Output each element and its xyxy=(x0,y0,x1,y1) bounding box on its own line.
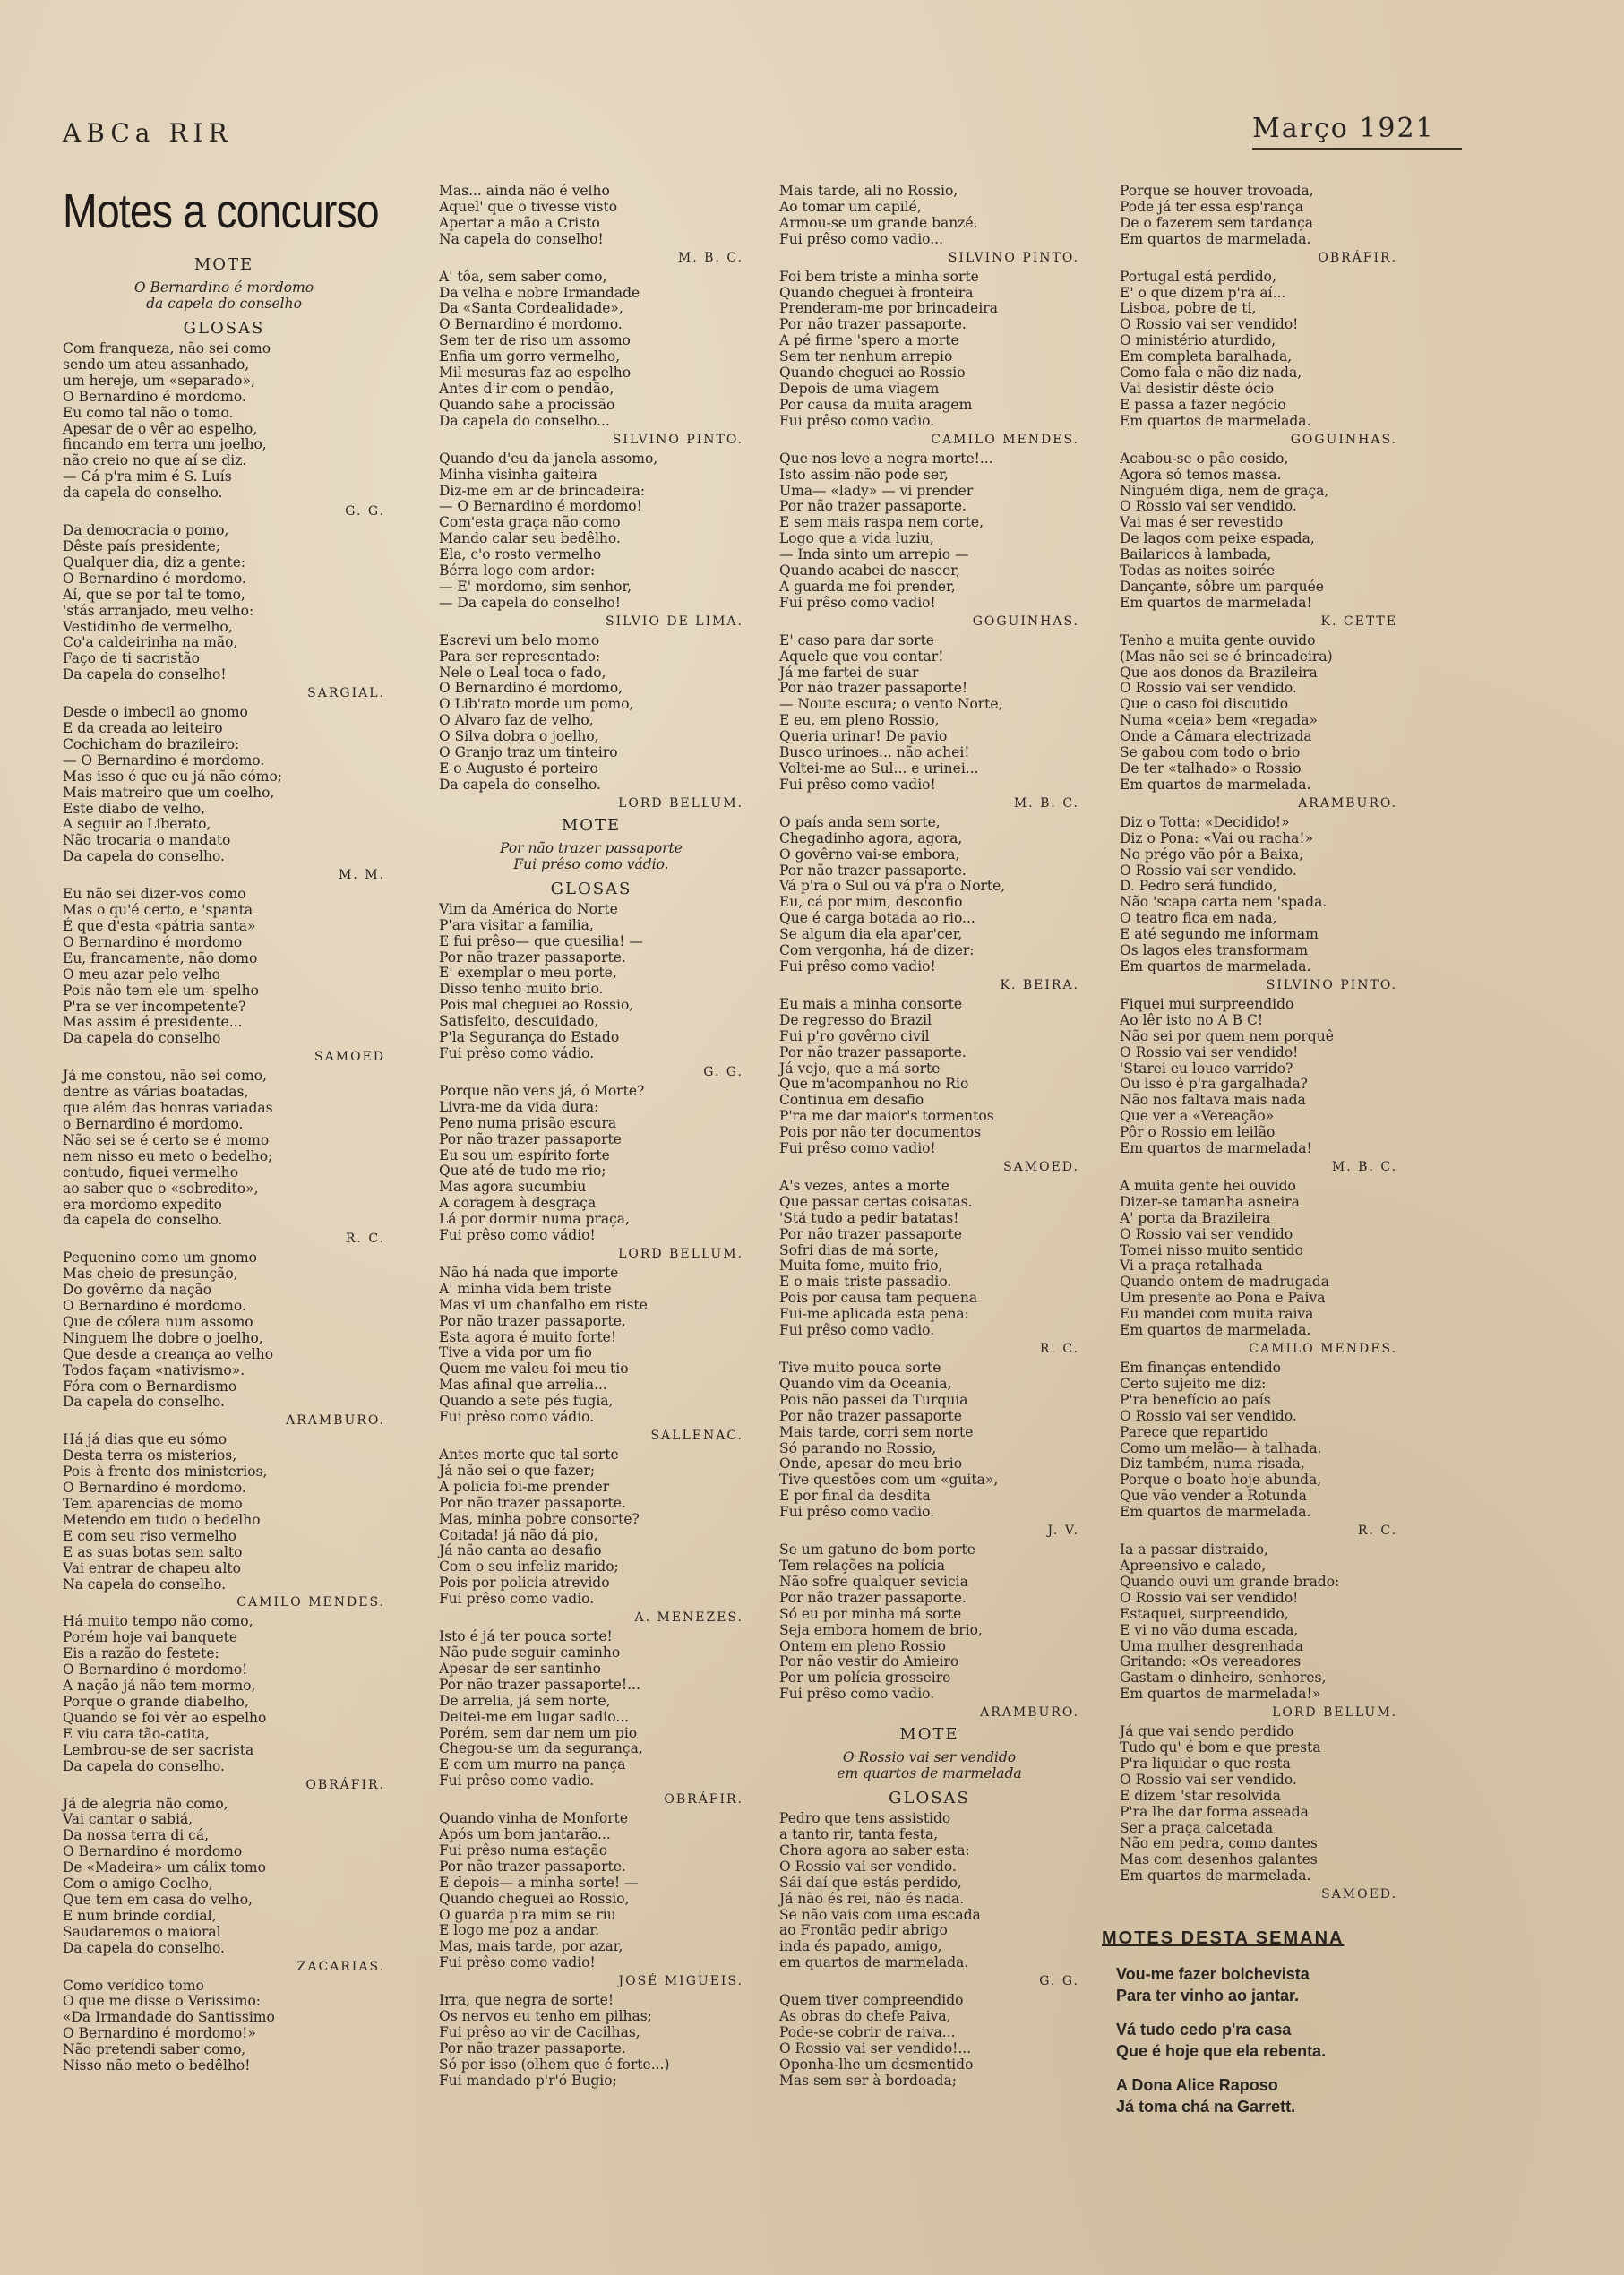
page-title: Motes a concurso xyxy=(63,185,379,238)
glosa-author: LORD BELLUM. xyxy=(1272,1705,1397,1721)
glosa-poem: E' caso para dar sorte Aquele que vou contar! Já me fartei de suar Por não trazer passaporte! — Noute escura; o vento Norte, E eu, em pleno Rossio, Queria urinar! De pavio Busco urinoes... não achei! Voltei-me ao Sul... e urinei... Fui prêso como vadio! xyxy=(779,631,1003,793)
column-4 xyxy=(1102,183,1397,2130)
mote-text: Por não trazer passaporte Fui prêso como vádio. xyxy=(500,839,683,872)
glosa-author: CAMILO MENDES. xyxy=(931,432,1079,447)
glosa-poem: Portugal está perdido, E' o que dizem p'ra aí... Lisboa, pobre de ti, O Rossio vai ser vendido! O ministério aturdido, Em completa baralhada, Como fala e não diz nada, Vai desistir dêste ócio E passa a fazer negócio Em quartos de marmelada. xyxy=(1120,268,1311,429)
glosa-poem: O país anda sem sorte, Chegadinho agora, agora, O govêrno vai-se embora, Por não trazer passaporte. Vá p'ra o Sul ou vá p'ra o Norte, Eu, cá por mim, desconfio Que é carga botada ao rio... Se algum dia ela apar'cer, Com vergonha, há de dizer: Fui prêso como vadio! xyxy=(779,813,1006,974)
glosa-author: G. G. xyxy=(703,1064,743,1079)
glosa-author: J. V. xyxy=(1047,1524,1079,1539)
glosa-author: CAMILO MENDES. xyxy=(236,1595,385,1610)
glosa-poem: Pedro que tens assistido a tanto rir, tanta festa, Chora agora ao saber esta: O Rossio vai ser vendido. Sái daí que estás perdido, Já não és rei, não és nada. Se não vais com uma escada ao Frontão pedir abrigo inda és papado, amigo, em quartos de marmelada. xyxy=(779,1810,981,1971)
glosa-poem: Tenho a muita gente ouvido (Mas não sei se é brincadeira) Que aos donos da Brazileira O Rossio vai ser vendido. Que o caso foi discutido Numa «ceia» bem «regada» Onde a Câmara electrizada Se gabou com todo o brio De ter «talhado» o Rossio Em quartos de marmelada. xyxy=(1120,631,1333,793)
section-label: GLOSAS xyxy=(889,1789,970,1808)
glosa-poem: Pequenino como um gnomo Mas cheio de presunção, Do govêrno da nação O Bernardino é mordomo. Que de cólera num assomo Ninguem lhe dobre o joelho, Que desde a creança ao velho Todos façam «nativismo». Fóra com o Bernardismo Da capela do conselho. xyxy=(63,1249,274,1411)
glosa-poem: Ia a passar distraido, Apreensivo e calado, Quando ouvi um grande brado: O Rossio vai ser vendido! Estaquei, surpreendido, E vi no vão duma escada, Uma mulher desgrenhada Gritando: «Os vereadores Gastam o dinheiro, senhores, Em quartos de marmelada!» xyxy=(1120,1541,1340,1703)
glosa-poem: Vim da América do Norte P'ara visitar a familia, E fui prêso— que quesilia! — Por não trazer passaporte. E' exemplar o meu porte, Disso tenho muito brio. Pois mal cheguei ao Rossio, Satisfeito, descuidado, P'la Segurança do Estado Fui prêso como vádio. xyxy=(439,900,643,1061)
glosa-author: SILVINO PINTO. xyxy=(1266,977,1397,992)
glosa-poem: Tive muito pouca sorte Quando vim da Oceania, Pois não passei da Turquia Por não trazer passaporte Mais tarde, corri sem norte Só parando no Rossio, Onde, apesar do meu brio Tive questões com um «guita», E por final da desdita Fui prêso como vadio. xyxy=(779,1360,999,1521)
glosa-author: OBRÁFIR. xyxy=(305,1777,385,1792)
section-label: GLOSAS xyxy=(550,879,632,898)
glosa-author: GOGUINHAS. xyxy=(972,614,1079,629)
glosa-author: LORD BELLUM. xyxy=(618,1246,743,1261)
glosa-author: JOSÉ MIGUEIS. xyxy=(618,1974,743,1989)
glosa-author: A. MENEZES. xyxy=(634,1610,743,1626)
this-week-mote: Vá tudo cedo p'ra casa Que é hoje que ela rebenta. xyxy=(1116,2021,1327,2061)
glosa-poem: A' tôa, sem saber como, Da velha e nobre Irmandade Da «Santa Cordealidade», O Bernardino é mordomo. Sem ter de riso um assomo Enfia um gorro vermelho, Mil mesuras faz ao espelho Antes d'ir com o pendão, Quando sahe a procissão Da capela do conselho... xyxy=(439,268,640,429)
glosa-author: ARAMBURO. xyxy=(1298,795,1397,811)
issue-date: Março 1921 xyxy=(1252,113,1462,150)
glosa-author: K. BEIRA. xyxy=(1000,977,1079,992)
mote-text: O Rossio vai ser vendido em quartos de marmelada xyxy=(837,1749,1022,1782)
section-label: MOTE xyxy=(899,1725,959,1745)
glosa-author: SILVINO PINTO. xyxy=(948,250,1079,265)
glosa-poem: Quando d'eu da janela assomo, Minha visinha gaiteira Diz-me em ar de brincadeira: — O Bernardino é mordomo! Com'esta graça não como Mando calar seu bedêlho. Ela, c'o rosto vermelho Bérra logo com ardor: — E' mordomo, sim senhor, — Da capela do conselho! xyxy=(439,450,658,611)
glosa-poem: Já de alegria não como, Vai cantar o sabiá, Da nossa terra di cá, O Bernardino é mordomo De «Madeira» um cálix tomo Com o amigo Coelho, Que tem em casa do velho, E num brinde cordial, Saudaremos o maioral Da capela do conselho. xyxy=(63,1795,266,1956)
glosa-author: SARGIAL. xyxy=(307,686,385,701)
glosa-poem: Há muito tempo não como, Porém hoje vai banquete Eis a razão do festete: O Bernardino é mordomo! A nação já não tem mormo, Porque o grande diabelho, Quando se foi vêr ao espelho E viu cara tão-catita, Lembrou-se de ser sacrista Da capela do conselho. xyxy=(63,1613,267,1774)
glosa-poem: A muita gente hei ouvido Dizer-se tamanha asneira A' porta da Brazileira O Rossio vai ser vendido Tomei nisso muito sentido Vi a praça retalhada Quando ontem de madrugada Um presente ao Pona e Paiva Eu mandei com muita raiva Em quartos de marmelada. xyxy=(1120,1177,1330,1339)
glosa-author: R. C. xyxy=(1039,1342,1079,1356)
section-label: MOTE xyxy=(561,815,622,835)
section-label: MOTE xyxy=(193,255,254,274)
column-3 xyxy=(779,184,1079,2090)
glosa-author: ZACARIAS. xyxy=(296,1959,385,1974)
glosa-poem: Já que vai sendo perdido Tudo qu' é bom e que presta P'ra liquidar o que resta O Rossio vai ser vendido. E dizem 'star resolvida P'ra lhe dar forma asseada Ser a praça calcetada Não em pedra, como dantes Mas com desenhos galantes Em quartos de marmelada. xyxy=(1120,1723,1321,1884)
glosa-author: R. C. xyxy=(1357,1524,1397,1539)
glosa-poem: Que nos leve a negra morte!... Isto assim não pode ser, Uma— «lady» — vi prender Por não trazer passaporte. E sem mais raspa nem corte, Logo que a vida luziu, — Inda sinto um arrepio — Quando acabei de nascer, A guarda me foi prender, Fui prêso como vadio! xyxy=(779,450,993,611)
glosa-author: SALLENAC. xyxy=(650,1429,743,1443)
glosa-author: G. G. xyxy=(345,504,385,519)
glosa-poem: Mais tarde, ali no Rossio, Ao tomar um capilé, Armou-se um grande banzé. Fui prêso como vadio... xyxy=(779,183,978,247)
column-1 xyxy=(63,184,385,2074)
glosa-poem: Desde o imbecil ao gnomo E da creada ao leiteiro Cochicham do brazileiro: — O Bernardino é mordomo. Mas isso é que eu já não cómo; Mais matreiro que um coelho, Este diabo de velho, A seguir ao Liberato, Não trocaria o mandato Da capela do conselho. xyxy=(63,704,283,865)
glosa-poem: Foi bem triste a minha sorte Quando cheguei à fronteira Prenderam-me por brincadeira Por não trazer passaporte. A pé firme 'spero a morte Sem ter nenhum arrepio Quando cheguei ao Rossio Depois de uma viagem Por causa da muita aragem Fui prêso como vadio. xyxy=(779,268,998,429)
glosa-poem: Não há nada que importe A' minha vida bem triste Mas vi um chanfalho em riste Por não trazer passaporte, Esta agora é muito forte! Tive a vida por um fio Quem me valeu foi meu tio Mas afinal que arrelia... Quando a sete pés fugia, Fui prêso como vádio. xyxy=(439,1264,648,1426)
glosa-poem: Como verídico tomo O que me disse o Verissimo: «Da Irmandade do Santissimo O Bernardino é mordomo!» Não pretendi saber como, Nisso não meto o bedêlho! xyxy=(63,1977,275,2074)
section-label: GLOSAS xyxy=(183,319,265,338)
glosa-poem: Com franqueza, não sei como sendo um ateu assanhado, um hereje, um «separado», O Bernardino é mordomo. Eu como tal não o tomo. Apesar de o vêr ao espelho, fincando em terra um joelho, não creio no que aí se diz. — Cá p'ra mim é S. Luís da capela do conselho. xyxy=(63,340,271,502)
glosa-poem: Se um gatuno de bom porte Tem relações na polícia Não sofre qualquer sevicia Por não trazer passaporte. Só eu por minha má sorte Seja embora homem de brio, Ontem em pleno Rossio Por não vestir do Amieiro Por um polícia grosseiro Fui prêso como vadio. xyxy=(779,1541,983,1703)
glosa-poem: Irra, que negra de sorte! Os nervos eu tenho em pilhas; Fui prêso ao vir de Cacilhas, Por não trazer passaporte. Só por isso (olhem que é forte...) Fui mandado p'r'ó Bugio; xyxy=(439,1992,670,2089)
glosa-poem: A's vezes, antes a morte Que passar certas coisatas. 'Stá tudo a pedir batatas! Por não trazer passaporte Sofri dias de má sorte, Muita fome, muito frio, E o mais triste passadio. Pois por causa tam pequena Fui-me aplicada esta pena: Fui prêso como vadio. xyxy=(779,1177,978,1339)
glosa-author: M. B. C. xyxy=(1331,1159,1397,1174)
glosa-author: SILVIO DE LIMA. xyxy=(606,614,743,629)
glosa-author: LORD BELLUM. xyxy=(618,795,743,811)
glosa-author: M. M. xyxy=(338,868,385,883)
glosa-poem: Em finanças entendido Certo sujeito me diz: P'ra benefício ao país O Rossio vai ser vendido. Parece que repartido Como um melão— à talhada. Diz também, numa risada, Porque o boato hoje abunda, Que vão vender a Rotunda Em quartos de marmelada. xyxy=(1120,1360,1322,1521)
glosa-author: SAMOED. xyxy=(1003,1159,1079,1174)
glosa-poem: Antes morte que tal sorte Já não sei o que fazer; A policia foi-me prender Por não trazer passaporte. Mas, minha pobre consorte? Coitada! já não dá pio, Já não canta ao desafio Com o seu infeliz marido; Pois por policia atrevido Fui prêso como vadio. xyxy=(439,1447,640,1608)
glosa-poem: Eu não sei dizer-vos como Mas o qu'é certo, e 'spanta É que d'esta «pátria santa» O Bernardino é mordomo Eu, francamente, não domo O meu azar pelo velho Pois não tem ele um 'spelho P'ra se ver incompetente? Mas assim é presidente... Da capela do conselho xyxy=(63,886,259,1047)
glosa-author: M. B. C. xyxy=(677,250,743,265)
glosa-poem: Já me constou, não sei como, dentre as várias boatadas, que além das honras variadas o Bernardino é mordomo. Não sei se é certo se é momo nem nisso eu meto o bedelho; contudo, fiquei vermelho ao saber que o «sobredito», era mordomo expedito da capela do conselho. xyxy=(63,1068,273,1229)
glosa-poem: Quem tiver compreendido As obras do chefe Paiva, Pode-se cobrir de raiva... O Rossio vai ser vendido!... Oponha-lhe um desmentido Mas sem ser à bordoada; xyxy=(779,1992,974,2089)
glosa-poem: Fiquei mui surpreendido Ao lêr isto no A B C! Não sei por quem nem porquê O Rossio vai ser vendido! 'Starei eu louco varrido? Ou isso é p'ra gargalhada? Não nos faltava mais nada Que ver a «Vereação» Pôr o Rossio em leilão Em quartos de marmelada! xyxy=(1120,995,1334,1157)
magazine-name: ABCa RIR xyxy=(63,118,233,148)
this-week-mote: A Dona Alice Raposo Já toma chá na Garrett. xyxy=(1116,2076,1296,2116)
glosa-poem: Acabou-se o pão cosido, Agora só temos massa. Ninguém diga, nem de graça, O Rossio vai ser vendido. Vai mas é ser revestido De lagos com peixe espada, Bailaricos à lambada, Todas as noites soirée Dançante, sôbre um parquée Em quartos de marmelada! xyxy=(1120,450,1329,611)
mote-text: O Bernardino é mordomo da capela do conselho xyxy=(133,279,314,312)
glosa-poem: Mas... ainda não é velho Aquel' que o tivesse visto Apertar a mão a Cristo Na capela do conselho! xyxy=(439,183,618,247)
glosa-author: OBRÁFIR. xyxy=(1318,250,1397,265)
glosa-author: CAMILO MENDES. xyxy=(1249,1342,1397,1356)
this-week-heading: MOTES DESTA SEMANA xyxy=(1102,1928,1345,1949)
glosa-author: K. CETTE xyxy=(1320,614,1397,629)
glosa-author: SAMOED. xyxy=(1321,1887,1397,1902)
glosa-author: R. C. xyxy=(345,1232,385,1247)
glosa-author: OBRÁFIR. xyxy=(664,1792,743,1807)
glosa-poem: Porque não vens já, ó Morte? Livra-me da vida dura: Peno numa prisão escura Por não trazer passaporte Eu sou um espírito forte Que até de tudo me rio; Mas agora sucumbiu A coragem à desgraça Lá por dormir numa praça, Fui prêso como vádio! xyxy=(439,1082,645,1244)
glosa-author: ARAMBURO. xyxy=(286,1413,385,1429)
glosa-poem: Quando vinha de Monforte Após um bom jantarão... Fui prêso numa estação Por não trazer passaporte. E depois— a minha sorte! — Quando cheguei ao Rossio, O guarda p'ra mim se riu E logo me poz a andar. Mas, mais tarde, por azar, Fui prêso como vadio! xyxy=(439,1810,639,1971)
glosa-poem: Isto é já ter pouca sorte! Não pude seguir caminho Apesar de ser santinho Por não trazer passaporte!... De arrelia, já sem norte, Deitei-me em lugar sadio... Porém, sem dar nem um pio Chegou-se um da segurança, E com um murro na pança Fui prêso como vadio. xyxy=(439,1628,643,1790)
glosa-author: M. B. C. xyxy=(1013,795,1079,811)
glosa-poem: Escrevi um belo momo Para ser representado: Nele o Leal toca o fado, O Bernardino é mordomo, O Lib'rato morde um pomo, O Alvaro faz de velho, O Silva dobra o joelho, O Granjo traz um tinteiro E o Augusto é porteiro Da capela do conselho. xyxy=(439,631,634,793)
glosa-poem: Diz o Totta: «Decidido!» Diz o Pona: «Vai ou racha!» No prégo vão pôr a Baixa, O Rossio vai ser vendido. D. Pedro será fundido, Não 'scapa carta nem 'spada. O teatro fica em nada, E até segundo me informam Os lagos eles transformam Em quartos de marmelada. xyxy=(1120,813,1328,974)
glosa-author: SILVINO PINTO. xyxy=(612,432,743,447)
column-2 xyxy=(439,184,743,2090)
glosa-author: ARAMBURO. xyxy=(980,1705,1079,1721)
glosa-poem: Da democracia o pomo, Dêste país presidente; Qualquer dia, diz a gente: O Bernardino é mordomo. Aí, que se por tal te tomo, 'stás arranjado, meu velho: Vestidinho de vermelho, Co'a caldeirinha na mão, Faço de ti sacristão Da capela do conselho! xyxy=(63,522,254,683)
glosa-poem: Porque se houver trovoada, Pode já ter essa esp'rança De o fazerem sem tardança Em quartos de marmelada. xyxy=(1120,183,1314,247)
glosa-poem: Há já dias que eu sómo Desta terra os misterios, Pois à frente dos ministerios, O Bernardino é mordomo. Tem aparencias de momo Metendo em tudo o bedelho E com seu riso vermelho E as suas botas sem salto Vai entrar de chapeu alto Na capela do conselho. xyxy=(63,1431,268,1592)
glosa-author: SAMOED xyxy=(314,1050,385,1065)
glosa-author: GOGUINHAS. xyxy=(1290,432,1397,447)
this-week-mote: Vou-me fazer bolchevista Para ter vinho ao jantar. xyxy=(1116,1965,1310,2005)
this-week-section xyxy=(1102,1928,1397,2117)
glosa-author: G. G. xyxy=(1039,1974,1079,1989)
glosa-poem: Eu mais a minha consorte De regresso do Brazil Fui p'ro govêrno civil Por não trazer passaporte. Já vejo, que a má sorte Que m'acompanhou no Rio Continua em desafio P'ra me dar maior's tormentos Pois por não ter documentos Fui prêso como vadio! xyxy=(779,995,994,1157)
